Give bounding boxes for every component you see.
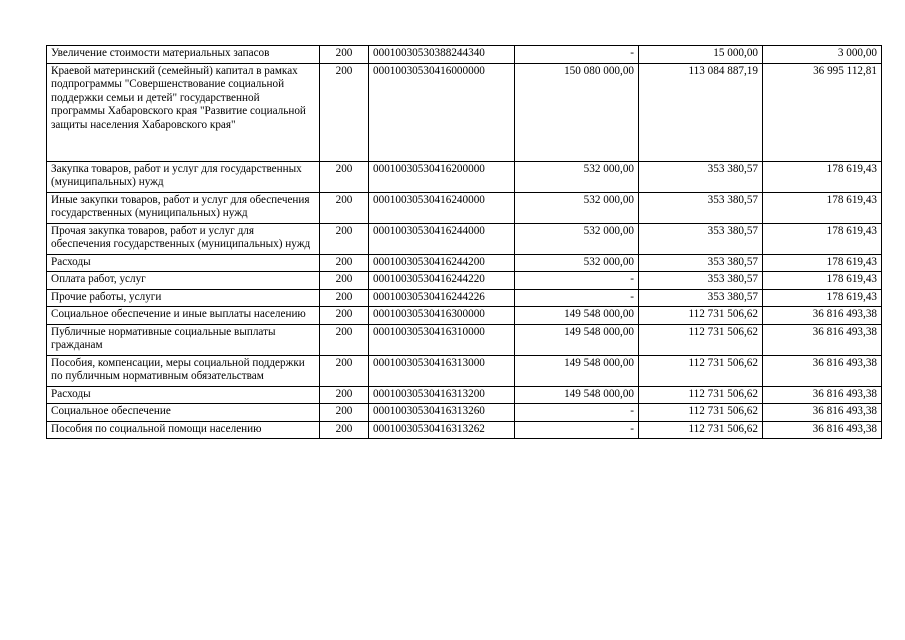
row-approved: 149 548 000,00 bbox=[515, 307, 639, 325]
table-row bbox=[47, 404, 882, 422]
row-unexecuted: 178 619,43 bbox=[763, 272, 882, 290]
row-unexecuted: 36 816 493,38 bbox=[763, 386, 882, 404]
row-unexecuted: 36 816 493,38 bbox=[763, 421, 882, 439]
row-executed: 112 731 506,62 bbox=[639, 307, 763, 325]
row-executed: 353 380,57 bbox=[639, 192, 763, 223]
row-budget-code: 00010030530416244226 bbox=[369, 289, 515, 307]
row-budget-code: 00010030530416313000 bbox=[369, 355, 515, 386]
row-executed: 112 731 506,62 bbox=[639, 355, 763, 386]
row-name: Увеличение стоимости материальных запасов bbox=[47, 46, 320, 64]
row-approved: 532 000,00 bbox=[515, 223, 639, 254]
row-budget-code: 00010030530416240000 bbox=[369, 192, 515, 223]
row-line-code: 200 bbox=[320, 289, 369, 307]
row-budget-code: 00010030530416313260 bbox=[369, 404, 515, 422]
row-line-code: 200 bbox=[320, 161, 369, 192]
row-unexecuted: 36 995 112,81 bbox=[763, 63, 882, 161]
row-name: Расходы bbox=[47, 254, 320, 272]
row-unexecuted: 178 619,43 bbox=[763, 223, 882, 254]
row-name: Прочая закупка товаров, работ и услуг для обеспечения государственных (муниципальных) нужд bbox=[47, 223, 320, 254]
row-unexecuted: 3 000,00 bbox=[763, 46, 882, 64]
row-budget-code: 00010030530416313200 bbox=[369, 386, 515, 404]
row-unexecuted: 36 816 493,38 bbox=[763, 355, 882, 386]
row-name: Публичные нормативные социальные выплаты гражданам bbox=[47, 324, 320, 355]
row-approved: 149 548 000,00 bbox=[515, 386, 639, 404]
row-line-code: 200 bbox=[320, 46, 369, 64]
row-executed: 112 731 506,62 bbox=[639, 421, 763, 439]
table-row bbox=[47, 355, 882, 386]
row-name: Социальное обеспечение bbox=[47, 404, 320, 422]
row-line-code: 200 bbox=[320, 192, 369, 223]
row-budget-code: 00010030530388244340 bbox=[369, 46, 515, 64]
row-approved: - bbox=[515, 404, 639, 422]
row-executed: 353 380,57 bbox=[639, 161, 763, 192]
row-budget-code: 00010030530416000000 bbox=[369, 63, 515, 161]
table-row bbox=[47, 289, 882, 307]
row-approved: 532 000,00 bbox=[515, 192, 639, 223]
row-name: Пособия по социальной помощи населению bbox=[47, 421, 320, 439]
table-row bbox=[47, 254, 882, 272]
table-row bbox=[47, 161, 882, 192]
row-unexecuted: 178 619,43 bbox=[763, 289, 882, 307]
table-row bbox=[47, 421, 882, 439]
row-line-code: 200 bbox=[320, 404, 369, 422]
row-unexecuted: 36 816 493,38 bbox=[763, 307, 882, 325]
row-line-code: 200 bbox=[320, 223, 369, 254]
row-name: Краевой материнский (семейный) капитал в рамках подпрограммы "Совершенствование социальной поддержки семьи и детей" государственной программы Хабаровского края "Развитие социальной защиты населения Хабаровского края" bbox=[47, 63, 320, 161]
row-approved: 532 000,00 bbox=[515, 254, 639, 272]
row-executed: 113 084 887,19 bbox=[639, 63, 763, 161]
row-name: Иные закупки товаров, работ и услуг для обеспечения государственных (муниципальных) нужд bbox=[47, 192, 320, 223]
row-line-code: 200 bbox=[320, 307, 369, 325]
table-row bbox=[47, 223, 882, 254]
row-unexecuted: 178 619,43 bbox=[763, 161, 882, 192]
row-budget-code: 00010030530416310000 bbox=[369, 324, 515, 355]
row-approved: - bbox=[515, 46, 639, 64]
row-approved: 532 000,00 bbox=[515, 161, 639, 192]
table-row bbox=[47, 46, 882, 64]
row-budget-code: 00010030530416244200 bbox=[369, 254, 515, 272]
row-approved: - bbox=[515, 421, 639, 439]
table-row bbox=[47, 192, 882, 223]
table-row bbox=[47, 307, 882, 325]
row-executed: 353 380,57 bbox=[639, 254, 763, 272]
row-budget-code: 00010030530416313262 bbox=[369, 421, 515, 439]
row-unexecuted: 36 816 493,38 bbox=[763, 324, 882, 355]
budget-table bbox=[46, 45, 882, 439]
row-budget-code: 00010030530416300000 bbox=[369, 307, 515, 325]
row-name: Оплата работ, услуг bbox=[47, 272, 320, 290]
row-executed: 15 000,00 bbox=[639, 46, 763, 64]
row-name: Закупка товаров, работ и услуг для государственных (муниципальных) нужд bbox=[47, 161, 320, 192]
row-line-code: 200 bbox=[320, 272, 369, 290]
row-name: Пособия, компенсации, меры социальной поддержки по публичным нормативным обязательствам bbox=[47, 355, 320, 386]
table-row bbox=[47, 386, 882, 404]
row-name: Прочие работы, услуги bbox=[47, 289, 320, 307]
row-line-code: 200 bbox=[320, 324, 369, 355]
row-line-code: 200 bbox=[320, 254, 369, 272]
row-executed: 353 380,57 bbox=[639, 223, 763, 254]
row-unexecuted: 178 619,43 bbox=[763, 254, 882, 272]
row-line-code: 200 bbox=[320, 63, 369, 161]
row-approved: 149 548 000,00 bbox=[515, 324, 639, 355]
row-approved: - bbox=[515, 289, 639, 307]
row-executed: 112 731 506,62 bbox=[639, 404, 763, 422]
row-executed: 353 380,57 bbox=[639, 289, 763, 307]
table-row bbox=[47, 272, 882, 290]
row-line-code: 200 bbox=[320, 421, 369, 439]
row-name: Расходы bbox=[47, 386, 320, 404]
row-approved: 149 548 000,00 bbox=[515, 355, 639, 386]
row-approved: - bbox=[515, 272, 639, 290]
row-unexecuted: 36 816 493,38 bbox=[763, 404, 882, 422]
row-budget-code: 00010030530416200000 bbox=[369, 161, 515, 192]
row-unexecuted: 178 619,43 bbox=[763, 192, 882, 223]
table-row bbox=[47, 63, 882, 161]
row-executed: 112 731 506,62 bbox=[639, 324, 763, 355]
row-line-code: 200 bbox=[320, 386, 369, 404]
row-executed: 353 380,57 bbox=[639, 272, 763, 290]
row-budget-code: 00010030530416244220 bbox=[369, 272, 515, 290]
row-line-code: 200 bbox=[320, 355, 369, 386]
row-budget-code: 00010030530416244000 bbox=[369, 223, 515, 254]
row-name: Социальное обеспечение и иные выплаты населению bbox=[47, 307, 320, 325]
row-executed: 112 731 506,62 bbox=[639, 386, 763, 404]
row-approved: 150 080 000,00 bbox=[515, 63, 639, 161]
table-row bbox=[47, 324, 882, 355]
